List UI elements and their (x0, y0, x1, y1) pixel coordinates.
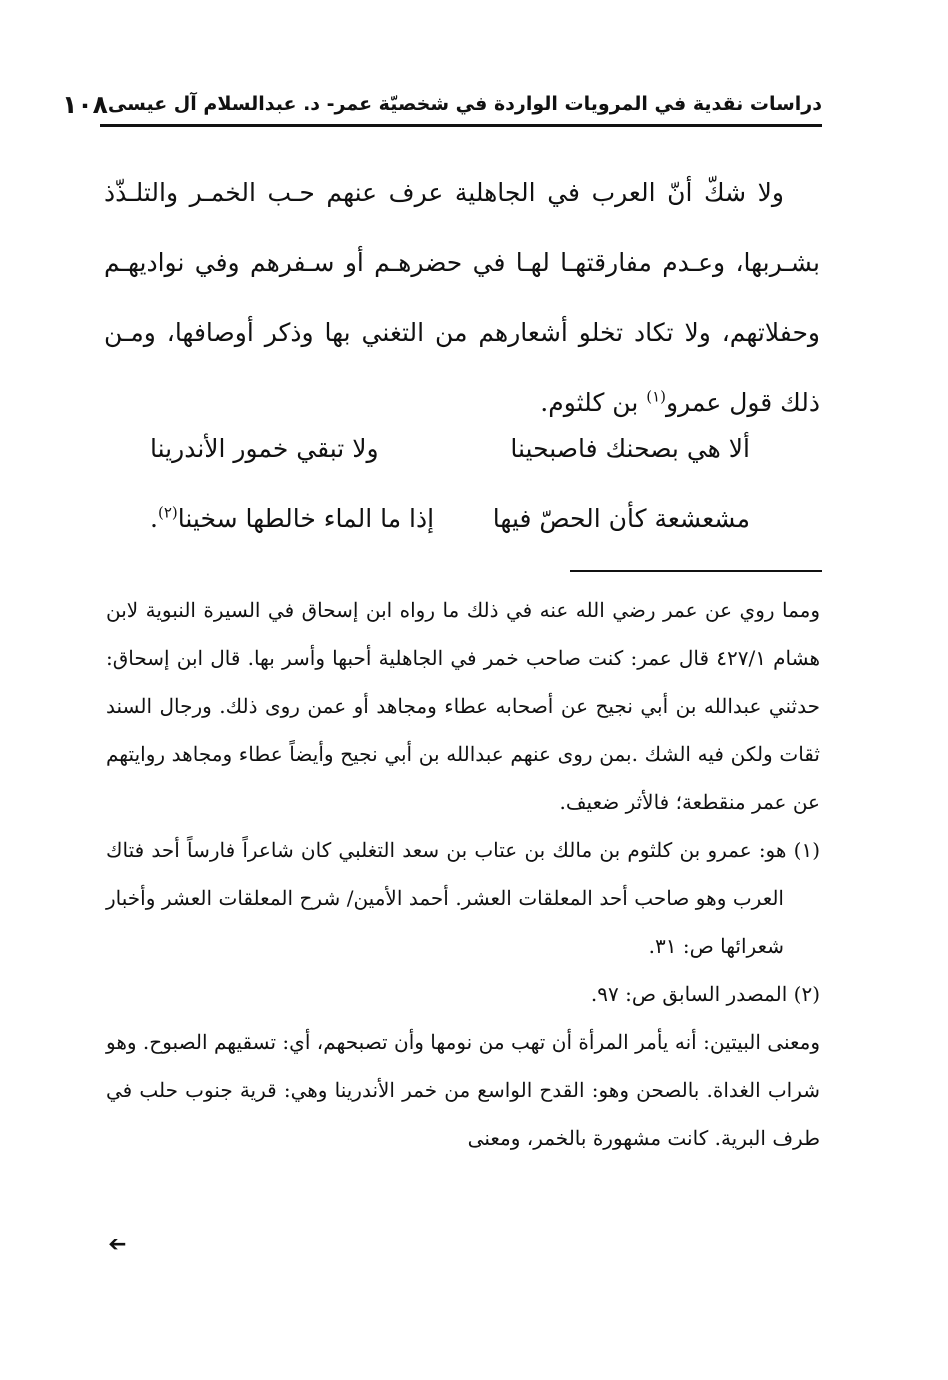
footnote-marker-1: (١) (646, 387, 667, 406)
verse-1-second-hemistich: ولا تبقي خمور الأندرينا (150, 434, 379, 463)
header-rule (100, 124, 822, 127)
verse-2-second-hemistich-wrap (150, 484, 434, 554)
footnote-intro: ومما روي عن عمر رضي الله عنه في ذلك ما رواه ابن إسحاق في السيرة النبوية لابن هشام ٤٢٧/١ قال عمر: كنت صاحب خمر في الجاهلية أحبها وأسر بها. قال ابن إسحاق: حدثني عبدالله بن أبي نجيح عن أصحابه عطاء ومجاهد أو عمن روى ذلك. ورجال السند ثقات ولكن فيه الشك .بمن روى عنهم عبدالله بن أبي نجيح وأيضاً عطاء ومجاهد روايتهم عن عمر منقطعة؛ فالأثر ضعيف. (106, 598, 820, 814)
poem-verse-1 (150, 414, 750, 484)
footnote-marker-2: (٢) (157, 503, 178, 522)
page-header (62, 86, 822, 122)
verse-2-second-hemistich: إذا ما الماء خالطها سخينا (177, 504, 435, 533)
body-paragraph-tail: بن كلثوم. (540, 388, 647, 417)
poem (150, 414, 750, 554)
body-paragraph (104, 158, 820, 438)
footnote-1: (١) هو: عمرو بن كلثوم بن مالك بن عتاب بن سعد التغلبي كان شاعراً فارساً أحد فتاك العرب وهو صاحب أحد المعلقات العشر. أحمد الأمين/ شرح المعلقات العشر وأخبار شعرائها ص: ٣١. (106, 838, 820, 958)
footnote-separator (570, 570, 822, 572)
verse-1-first-hemistich: ألا هي بصحنك فاصبحينا (510, 434, 750, 463)
page-number: ١٠٨ (62, 89, 108, 119)
main-text (104, 158, 820, 438)
verse-2-end: . (150, 504, 158, 533)
running-title: دراسات نقدية في المرويات الواردة في شخصيّة عمر- د. عبدالسلام آل عيسى (107, 93, 822, 115)
verse-2-first-hemistich: مشعشعة كأن الحصّ فيها (492, 504, 750, 533)
footnote-2: (٢) المصدر السابق ص: ٩٧. (590, 982, 820, 1006)
poem-verse-2 (150, 484, 750, 554)
footnotes (106, 586, 820, 1162)
body-paragraph-text: ولا شكّ أنّ العرب في الجاهلية عرف عنهم حـب الخمـر والتلـذّذ بشـربها، وعـدم مفارقتهـا لهـا في حضرهـم أو سـفرهم وفي نواديهـم وحفلاتهم، ولا تكاد تخلو أشعارهم من التغني بها وذكر أوصافها، ومـن ذلك قول عمرو (104, 178, 820, 417)
arrow-left-icon: ➔ (108, 1232, 127, 1257)
footnote-meaning: ومعنى البيتين: أنه يأمر المرأة أن تهب من نومها وأن تصبحهم، أي: تسقيهم الصبوح. وهو شراب الغداة. بالصحن وهو: القدح الواسع من خمر الأندرينا وهي: قرية جنوب حلب في طرف البرية. كانت مشهورة بالخمر، ومعنى (106, 1030, 820, 1150)
